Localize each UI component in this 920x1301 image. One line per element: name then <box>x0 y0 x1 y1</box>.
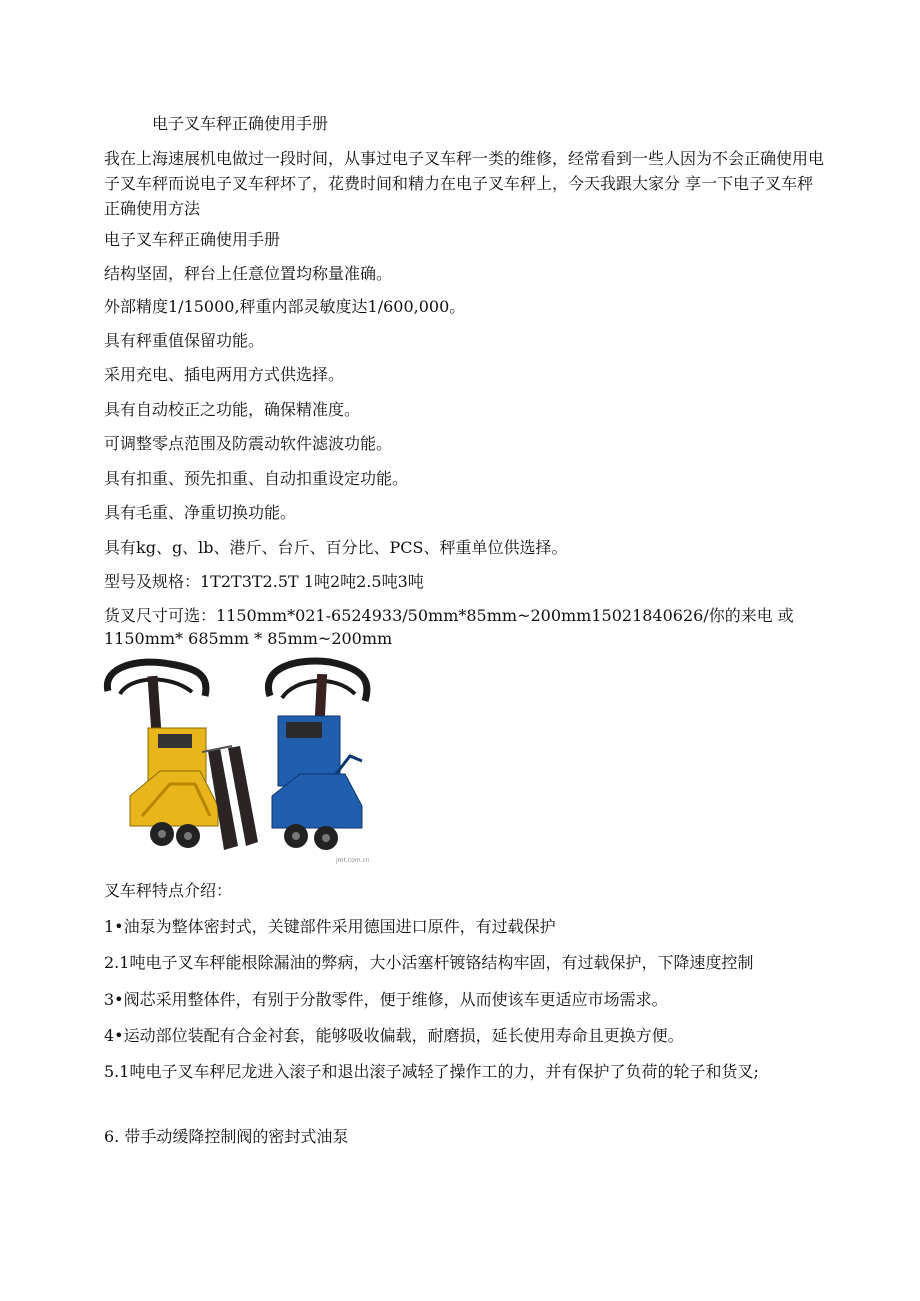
feature-item: 4•运动部位装配有合金衬套，能够吸收偏载，耐磨损，延长使用寿命且更换方便。 <box>104 1026 684 1045</box>
spec-line: 结构坚固，秤台上任意位置均称量准确。 <box>104 264 393 283</box>
spec-line: 可调整零点范围及防震动软件滤波功能。 <box>104 434 393 453</box>
spec-line: 外部精度1/15000,秤重内部灵敏度达1/600,000。 <box>104 297 466 316</box>
spec-line: 具有kg、g、lb、港斤、台斤、百分比、PCS、秤重单位供选择。 <box>104 538 568 557</box>
image-watermark: jmt.com.cn <box>336 857 370 864</box>
spec-line: 具有自动校正之功能，确保精准度。 <box>104 400 361 419</box>
spec-line: 采用充电、插电两用方式供选择。 <box>104 365 345 384</box>
spec-line: 型号及规格：1T2T3T2.5T 1吨2吨2.5吨3吨 <box>104 572 424 591</box>
feature-item: 2.1吨电子叉车秤能根除漏油的弊病，大小活塞杆镀铬结构牢固，有过载保护，下降速度控制 <box>104 953 754 972</box>
features-heading: 叉车秤特点介绍： <box>104 881 233 900</box>
feature-item: 6. 带手动缓降控制阀的密封式油泵 <box>104 1127 349 1146</box>
document-title: 电子叉车秤正确使用手册 <box>152 114 329 133</box>
feature-item: 3•阀芯采用整体件，有别于分散零件，便于维修，从而使该车更适应市场需求。 <box>104 990 668 1009</box>
spec-line: 具有秤重值保留功能。 <box>104 331 265 350</box>
feature-item: 1•油泵为整体密封式，关键部件采用德国进口原件，有过载保护 <box>104 917 556 936</box>
intro-paragraph: 我在上海速展机电做过一段时间，从事过电子叉车秤一类的维修，经常看到一些人因为不会正确使用电子叉车秤而说电子叉车秤坏了，花费时间和精力在电子叉车秤上，今天我跟大家分 享一下电子叉车秤正确使用方法 <box>104 149 825 218</box>
fork-size-line: 货叉尺寸可选：1150mm*021-6524933/50mm*85mm~200mm15021840626/你的来电 或 1150mm* 685mm * 85mm~200mm <box>104 606 794 648</box>
pallet-truck-scale-photo <box>100 656 380 866</box>
spec-line: 电子叉车秤正确使用手册 <box>104 230 281 249</box>
spec-line: 具有扣重、预先扣重、自动扣重设定功能。 <box>104 469 409 488</box>
feature-item: 5.1吨电子叉车秤尼龙进入滚子和退出滚子减轻了操作工的力，并有保护了负荷的轮子和货叉; <box>104 1062 759 1081</box>
spec-line: 具有毛重、净重切换功能。 <box>104 503 297 522</box>
